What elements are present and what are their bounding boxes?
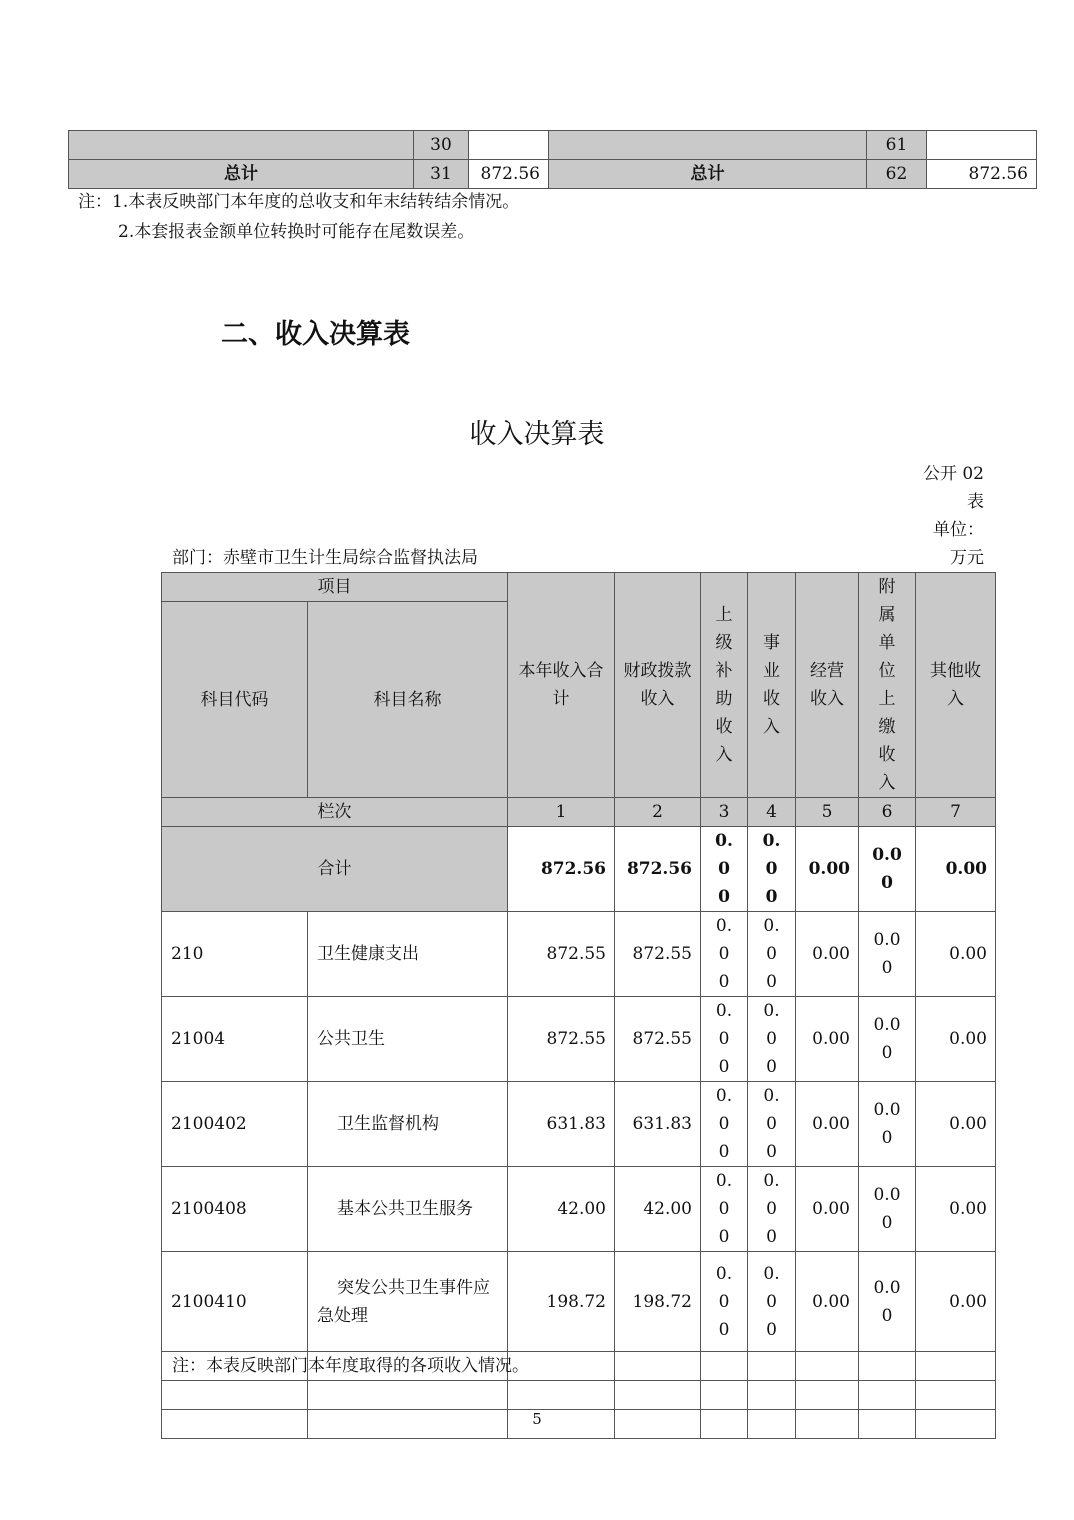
subject-name-header: 科目名称 (308, 602, 508, 798)
subject-code-cell: 2100410 (162, 1252, 308, 1352)
amount-cell (748, 1167, 796, 1252)
department-label: 部门：赤壁市卫生计生局综合监督执法局 (172, 548, 478, 568)
header-row (162, 573, 996, 602)
total-value: 872.56 (615, 827, 701, 912)
total-value (748, 827, 796, 912)
amount-cell (859, 997, 916, 1082)
subject-name-cell: 突发公共卫生事件应急处理 (308, 1252, 508, 1352)
table-row (162, 997, 996, 1082)
table-row (162, 1082, 996, 1167)
top-right-value: 872.56 (927, 160, 1037, 189)
amount-text: 0.00 (763, 1086, 780, 1162)
section-heading: 二、收入决算表 (221, 319, 410, 350)
amount-cell (701, 997, 748, 1082)
column-number: 3 (701, 798, 748, 827)
income-table (161, 572, 996, 1439)
top-right-line-num: 61 (867, 131, 927, 160)
amount-cell (701, 912, 748, 997)
column-number-row (162, 798, 996, 827)
subject-code-cell: 2100402 (162, 1082, 308, 1167)
amount-cell (859, 912, 916, 997)
grand-total-label: 总计 (549, 160, 867, 189)
total-value-text: 0.00 (762, 831, 781, 907)
total-value: 872.56 (508, 827, 615, 912)
superior-subsidy-header (701, 573, 748, 798)
bottom-note: 注：本表反映部门本年度取得的各项收入情况。 (172, 1356, 529, 1376)
column-number: 5 (796, 798, 859, 827)
amount-text: 0.00 (715, 1171, 733, 1247)
amount-cell: 198.72 (615, 1252, 701, 1352)
amount-text: 0.00 (873, 1185, 901, 1233)
table-row (69, 131, 1037, 160)
amount-cell (859, 1167, 916, 1252)
column-number: 2 (615, 798, 701, 827)
table-title: 收入决算表 (469, 419, 605, 450)
amount-cell: 0.00 (916, 912, 996, 997)
top-left-value: 872.56 (469, 160, 549, 189)
amount-text: 0.00 (873, 1015, 901, 1063)
amount-cell: 0.00 (916, 997, 996, 1082)
item-header: 项目 (162, 573, 508, 602)
subject-code-cell: 21004 (162, 997, 308, 1082)
amount-cell: 42.00 (615, 1167, 701, 1252)
unit-label: 单位： (933, 520, 984, 540)
superior-subsidy-label: 上级补助收入 (715, 605, 733, 765)
amount-cell: 0.00 (916, 1252, 996, 1352)
form-code (923, 460, 984, 572)
amount-text: 0.00 (763, 916, 780, 992)
subject-name-cell: 卫生监督机构 (308, 1082, 508, 1167)
total-value: 0.00 (796, 827, 859, 912)
subject-code-cell: 2100408 (162, 1167, 308, 1252)
top-left-line-num: 30 (414, 131, 469, 160)
table-row (162, 1252, 996, 1352)
amount-cell: 872.55 (508, 912, 615, 997)
column-number-label: 栏次 (162, 798, 508, 827)
amount-text: 0.00 (715, 1086, 733, 1162)
grand-total-label: 总计 (69, 160, 414, 189)
amount-cell: 0.00 (796, 912, 859, 997)
subject-code-cell: 210 (162, 912, 308, 997)
table-row (69, 160, 1037, 189)
top-left-line-num: 31 (414, 160, 469, 189)
table-row (162, 912, 996, 997)
amount-text: 0.00 (763, 1001, 780, 1077)
page-number: 5 (532, 1410, 542, 1428)
amount-cell (859, 1252, 916, 1352)
total-row (162, 827, 996, 912)
affiliated-income-header (859, 573, 916, 798)
amount-cell: 872.55 (508, 997, 615, 1082)
other-income-header: 其他收入 (916, 573, 996, 798)
amount-cell: 42.00 (508, 1167, 615, 1252)
amount-cell: 198.72 (508, 1252, 615, 1352)
subject-code-header: 科目代码 (162, 602, 308, 798)
amount-cell: 0.00 (916, 1167, 996, 1252)
amount-cell: 0.00 (796, 1252, 859, 1352)
form-code-line: 表 (967, 492, 984, 512)
amount-cell: 631.83 (615, 1082, 701, 1167)
amount-cell (859, 1082, 916, 1167)
subject-name-cell: 公共卫生 (308, 997, 508, 1082)
amount-cell: 0.00 (796, 1167, 859, 1252)
top-note-2: 2.本套报表金额单位转换时可能存在尾数误差。 (118, 222, 475, 242)
business-income-label: 事业收入 (763, 633, 780, 737)
unit-value: 万元 (950, 548, 984, 568)
subject-name-cell: 卫生健康支出 (308, 912, 508, 997)
column-number: 1 (508, 798, 615, 827)
top-left-label-cell (69, 131, 414, 160)
top-right-label-cell (549, 131, 867, 160)
amount-text: 0.00 (763, 1263, 780, 1340)
top-left-value (469, 131, 549, 160)
amount-cell: 0.00 (796, 997, 859, 1082)
column-number: 6 (859, 798, 916, 827)
amount-cell: 0.00 (916, 1082, 996, 1167)
top-summary-table (68, 130, 1037, 189)
business-income-header (748, 573, 796, 798)
affiliated-income-label: 附属单位上缴收入 (878, 577, 896, 793)
amount-cell: 872.55 (615, 997, 701, 1082)
amount-cell (748, 997, 796, 1082)
amount-cell: 872.55 (615, 912, 701, 997)
amount-cell: 0.00 (796, 1082, 859, 1167)
amount-cell (748, 1082, 796, 1167)
amount-cell (701, 1167, 748, 1252)
amount-text: 0.00 (763, 1171, 780, 1247)
column-number: 7 (916, 798, 996, 827)
amount-text: 0.00 (873, 1100, 901, 1148)
amount-text: 0.00 (715, 916, 733, 992)
amount-text: 0.00 (873, 1277, 901, 1326)
amount-cell (701, 1252, 748, 1352)
income-rows (162, 912, 996, 1352)
amount-cell (701, 1082, 748, 1167)
fiscal-income-header: 财政拨款收入 (615, 573, 701, 798)
top-note-1: 注：1.本表反映部门本年度的总收支和年末结转结余情况。 (78, 192, 520, 212)
total-value (701, 827, 748, 912)
operating-income-header: 经营收入 (796, 573, 859, 798)
amount-text: 0.00 (715, 1263, 733, 1340)
total-value (859, 827, 916, 912)
total-value: 0.00 (916, 827, 996, 912)
top-right-value (927, 131, 1037, 160)
form-code-line: 公开 02 (922, 464, 984, 484)
table-row (162, 1167, 996, 1252)
amount-cell (748, 912, 796, 997)
empty-row (162, 1381, 996, 1410)
total-income-header: 本年收入合计 (508, 573, 615, 798)
total-value-text: 0.00 (715, 831, 733, 907)
subject-name-cell: 基本公共卫生服务 (308, 1167, 508, 1252)
column-number: 4 (748, 798, 796, 827)
amount-cell (748, 1252, 796, 1352)
total-row-label: 合计 (162, 827, 508, 912)
top-right-line-num: 62 (867, 160, 927, 189)
amount-cell: 631.83 (508, 1082, 615, 1167)
amount-text: 0.00 (873, 930, 901, 978)
amount-text: 0.00 (715, 1001, 733, 1077)
total-value-text: 0.00 (872, 845, 902, 893)
